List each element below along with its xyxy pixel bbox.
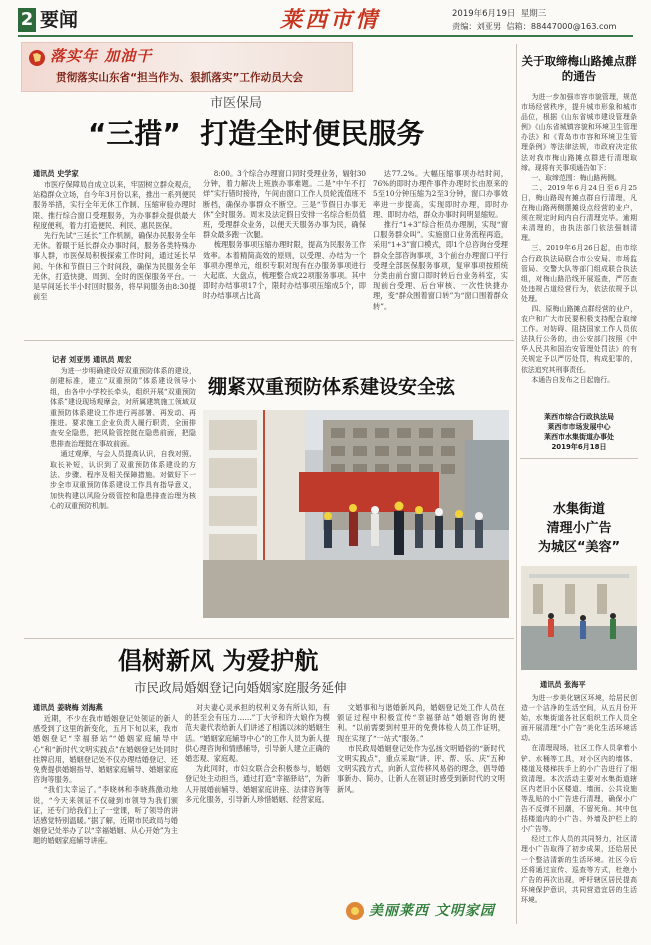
main-col3-p1: 达77.2%。大幅压缩事项办结时间，76%的即时办理件事件办理时长由原来的5至10分钟压缩为2至3分钟，窗口办事效率进一步提高，实现即时办理，即时办理、即时办结，群众办事时间明显缩短。 — [373, 169, 508, 219]
notice-signer-1: 莱西市综合行政执法局 — [544, 413, 614, 421]
notice-body — [521, 92, 637, 390]
ad-body — [521, 693, 637, 923]
page-number-badge — [18, 8, 36, 32]
marriage-col-2 — [185, 703, 330, 922]
footer-slogan-box — [345, 898, 510, 926]
editor: 责编：刘亚男 — [452, 21, 502, 31]
banner-title: 贯彻落实山东省“担当作为、狠抓落实”工作动员大会 — [56, 72, 303, 84]
issue-date: 2019年6月19日 — [452, 9, 516, 19]
header-rule — [18, 35, 633, 37]
ad-p3: 经过工作人员的共同努力，社区清理小广告取得了初步成果，还给居民一个整洁清新的生活环境。社区今后还将通过宣传、巡查等方式，杜绝小广告的再次出现，呼吁辖区居民提高环境保护意识，共同营造宜居的生活环境。 — [521, 835, 637, 904]
main-col-1 — [33, 180, 196, 335]
notice-p1: 为进一步加强市容市貌管理，规范市场经营秩序，提升城市形象和城市品位，根据《山东省城市建设管理条例》《山东省城镇容貌和环境卫生管理办法》和《青岛市市容和环境卫生管理条例》等法律法规，市政府决定依法对我市梅山路摊点群进行清理取缔。现将有关事项通告如下： — [521, 93, 637, 172]
main-byline-text: 通讯员 史学家 — [33, 169, 79, 178]
main-col-2 — [203, 169, 366, 335]
drill-body — [50, 366, 196, 646]
ad-p1: 为进一步美化辖区环境，给居民创造一个洁净的生活空间，从五月份开始，水集街道各社区组织工作人员全面开展清理“小广告”美化生活环境活动。 — [521, 694, 637, 743]
ad-photo — [521, 566, 637, 670]
marriage-col2-p2: 为此同时，市妇女联合会积极参与，婚姻登记处主动担当，通过打造“幸福驿站”，为新人开展婚前辅导、婚姻家庭讲座、法律咨询等多元化服务，引导新人珍惜婚姻、经营家庭。 — [185, 764, 330, 804]
main-kicker: 市医保局 — [210, 96, 263, 111]
ad-headline-2: 清理小广告 — [546, 521, 612, 536]
drill-headline: 绷紧双重预防体系建设安全弦 — [208, 376, 456, 398]
masthead: 莱西市情 — [280, 7, 381, 33]
marriage-subhead: 市民政局婚姻登记向婚姻家庭服务延伸 — [134, 680, 347, 695]
notice-p2: 一、取缔范围：梅山路两侧。 — [531, 173, 621, 182]
notice-signers — [521, 412, 637, 452]
section-title: 要闻 — [40, 9, 79, 31]
marriage-byline-text: 通讯员 姜晓梅 刘海燕 — [33, 703, 103, 712]
notice-date: 2019年6月18日 — [551, 443, 607, 451]
notice-p6: 本通告自发布之日起施行。 — [531, 375, 615, 384]
banner-slogan: 落实年 加油干 — [50, 47, 153, 65]
drill-article-divider — [24, 638, 514, 639]
notice-signer-3: 莱西市水集街道办事处 — [544, 433, 614, 441]
banner-flag-icon — [28, 49, 46, 67]
main-col2-p1: 8:00。3个综合办理窗口同时受理业务，辐射30分钟，着力解决上班族办事难题。二是“中午不打烊”实行错时接待，午间由窗口工作人员轮流值班不断档，确保办事群众不断空。三是“节假日办事无休”全时服务。周末及法定假日安排一名综合柜员值班，受理群众业务，以便天天服务办事为民，确保群众最多跑一次腿。 — [203, 169, 366, 240]
notice-divider — [520, 458, 638, 459]
marriage-headline: 倡树新风 为爱护航 — [118, 647, 319, 675]
notice-p5: 四、原梅山路摊点群经营的业户，农户和广大市民要积极支持配合取缔工作。对妨碍、阻挠国家工作人员依法执行公务的，由公安部门按照《中华人民共和国治安管理处罚法》的有关规定予以严厉处罚，构成犯罪的，依法追究其刑事责任。 — [521, 304, 637, 374]
ad-p2: 在清理现场，社区工作人员拿着小铲、水桶等工具，对小区内的墙体、楼道及楼梯扶手上的小广告进行了细致清理。本次活动主要对水集街道辖区内老旧小区楼道、墙面、公共设施等乱贴的小广告进行清理，确保小广告不反弹不回潮，不留死角。其中包括楼道内的小广告、外墙及护栏上的小广告等。 — [521, 744, 637, 834]
marriage-col3-p2: 市民政局婚姻登记处作为弘扬文明婚俗的“新时代文明实践点”，重点采取“讲、评、帮、乐、庆”五种文明实践方式，向新人宣传移风易俗的理念，倡导婚事新办、简办，让新人在领证时感受到新时代的文明新风。 — [337, 743, 505, 794]
main-col1-p2: 先行先试“三延长”工作机制，确保办民服务全年无休。着眼于延长群众办事时间，服务各类特殊办事人群，市医保局积极探索工作时间，通过延长早间、午休和节假日三个时间段，确保为民服务全年无休，打造快捷、周到、全时的医保服务平台。一是早间延长半小时回时服务，将早间服务由8:30提前至 — [33, 231, 196, 302]
notice-p3: 二、2019年6月24日至6月25日，梅山路现有摊点群自行清理，凡在梅山路两侧摆摊设点经营的业户，须在规定时间内自行清理完毕。逾期未清理的，由执法部门依法强制清理。 — [521, 183, 637, 243]
marriage-col1-p1: 近期，不少在我市婚姻登记处领证的新人感受到了这里的新变化，五月下旬以来，我市婚姻登记“幸福驿站”“婚姻家庭辅导中心”和“新时代文明实践点”在婚姻登记处同时挂牌启用，婚姻登记处不仅办理结婚登记、还免费提供婚姻指导、婚姻家庭辅导、婚姻家庭咨询等服务。 — [33, 714, 178, 785]
notice-p4: 三、2019年6月26日起，由市综合行政执法局联合市公安局、市场监管局、交警大队等部门组成联合执法组，对梅山路沿线开展巡查，严厉查处违规占道经营行为，依法依规予以处理。 — [521, 244, 637, 303]
main-col1-p1: 市医疗保障局自成立以来，牢固树立群众观点，站稳群众立场，自今年3月份以来，推出一系列便民服务举措，实行全年无休工作制、压缩审验办理时限、推行综合窗口受理服务，为办事群众提供最大程度便利，着力打造便民、利民、惠民医保。 — [33, 180, 196, 230]
main-headline: “三措” 打造全时便民服务 — [88, 117, 425, 150]
ad-headline-3: 为城区“美容” — [537, 540, 621, 555]
marriage-col3-p1: 文婚事和与谐婚新风尚，婚姻登记处工作人员在颁证过程中积极宣传“幸福驿站”婚姻咨询的便利。“以前需要到村里开的免费体检人员工作证明，现在实现了“一站式”服务。” — [337, 703, 505, 743]
ad-headline-1: 水集街道 — [552, 502, 605, 517]
campaign-banner — [21, 42, 353, 92]
marriage-col-1 — [33, 714, 178, 922]
notice-signer-2: 莱西市市场发展中心 — [547, 423, 611, 431]
ad-byline-text: 通讯员 张海平 — [540, 680, 586, 689]
main-col2-p2: 梳理服务事项压缩办理时限，提高为民服务工作效率。本着精简高效的原则，以受理、办结为一个事项办理单元，组织专职对现有在办服务事项进行大起底、大盘点，梳理整合成22项服务事项。其中即时办结事项17个，限时办结事项压缩成5个，即时办结事项占比高 — [203, 240, 366, 301]
ad-byline — [540, 680, 586, 690]
main-byline — [33, 169, 79, 179]
marriage-col2-p1: 对夫妻心灵承担的权利义务有所认知，有的甚至会有压力……”丁大爷和许大娘作为模范夫妻代表给新人们讲述了相濡以沫的婚姻生活。“婚姻家庭辅导中心”的工作人员为新人提供心理咨询和情感辅导，引导新人建立正确的婚恋观、家庭观。 — [185, 703, 330, 764]
notice-title-text: 关于取缔梅山路摊点群的通告 — [521, 54, 637, 83]
email: 信箱：88447000@163.com — [506, 21, 617, 31]
page-header — [18, 8, 635, 38]
drill-byline-text: 记者 刘亚男 通讯员 周宏 — [52, 355, 132, 364]
main-col-3 — [373, 169, 508, 335]
marriage-byline — [33, 703, 103, 713]
marriage-col1-p2: “我们太幸运了。”李晓林和李晓燕激动地说，“今天来领证不仅碰到市领导为我们颁证，还专门给我们上了一堂课，听了领导的讲话感觉特别温暖。”据了解，近期市民政局与婚姻登记处举办了以“幸福婚姻、从心开始”为主题的婚姻家庭辅导讲座。 — [33, 785, 178, 846]
main-col3-p2: 推行“1+3”综合柜员办理制，实现“窗口服务群众叫”。实施窗口业务流程再造，采用“1+3”窗口模式，即1个总咨询台受理群众全部咨询事项，3个前台办理窗口平行受理全部医保服务事项，复审事项按照统分类由前台窗口即时转后台业务科室，实现前台受理、后台审核、一次性快捷办理，变“群众围着窗口转”为“窗口围着群众转”。 — [373, 220, 508, 311]
drill-p2: 通过观摩，与会人员提高认识，自我对照、取长补短，认识到了双重预防体系建设的方法、步骤、程序及相关保障措施。对做好下一步全市双重预防体系建设工作具有指导意义，加快构建以风险分级管控和隐患排查治理为核心的双重预防机制。 — [50, 450, 196, 511]
drill-byline — [52, 355, 131, 365]
right-column-divider — [516, 44, 517, 924]
drill-photo — [203, 410, 509, 618]
footer-flower-icon — [345, 901, 365, 921]
notice-title — [520, 54, 638, 84]
footer-slogan: 美丽莱西 文明家园 — [369, 903, 495, 919]
main-article-divider — [24, 340, 514, 341]
issue-weekday: 星期三 — [520, 9, 547, 19]
ad-headline — [520, 500, 638, 557]
issue-date-line — [452, 9, 546, 20]
drill-p1: 为进一步明确建设好双重预防体系的建设，剖建标准，建立“双重预防”体系建设领导小组，由各中小学校长牵头，组织开展“双重预防体系”建设现场观摩会，对所属建筑施工领域双重预防体系建设工作进行再部署、再发动、再推进。要求施工企业负责人履行职责，全面排查安全隐患，把风险管控挺在隐患前面，把隐患排查治理挺在事故前面。 — [50, 367, 196, 448]
marriage-col-3 — [337, 703, 505, 891]
page-number: 2 — [20, 9, 34, 30]
editor-line — [452, 21, 617, 32]
